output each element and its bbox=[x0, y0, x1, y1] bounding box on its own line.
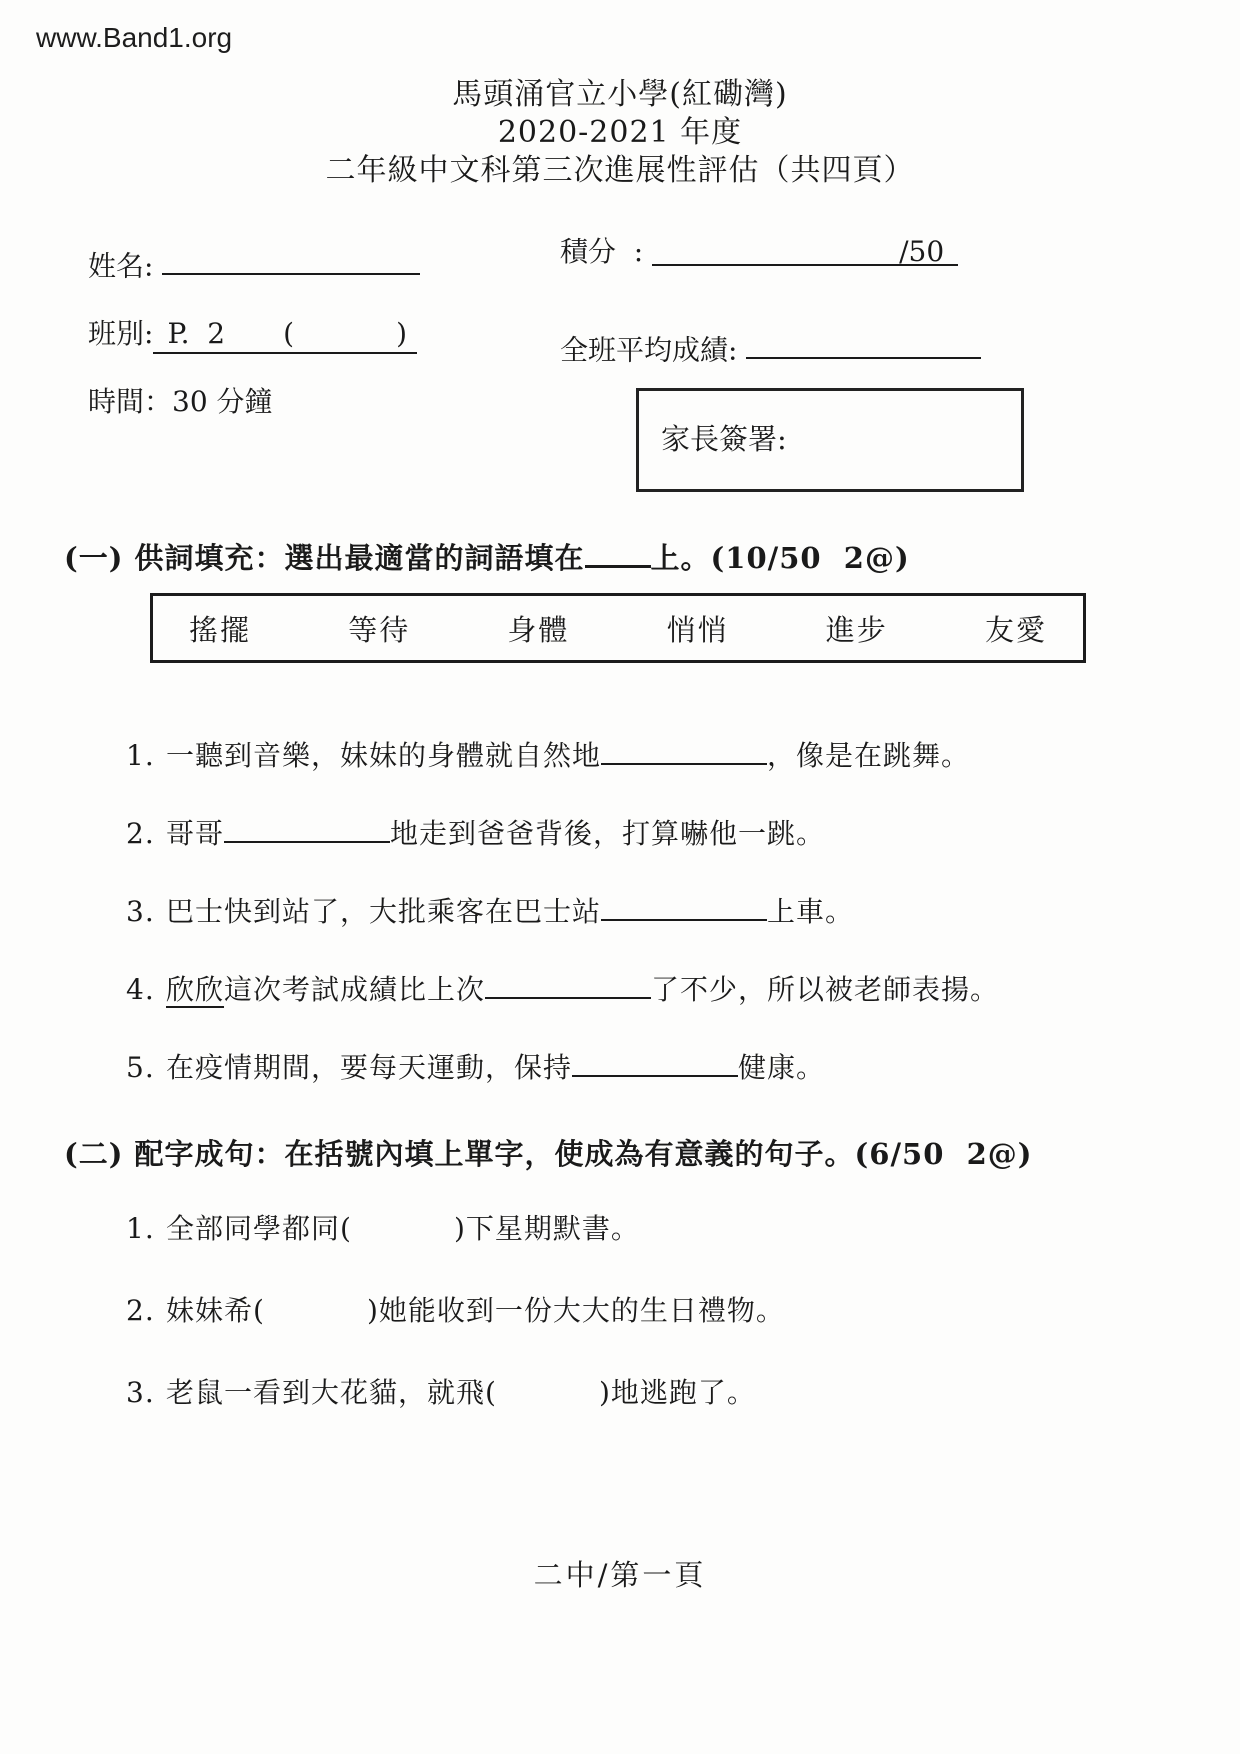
section1-heading-pre: (一) 供詞填充：選出最適當的詞語填在 bbox=[64, 541, 585, 576]
name-field-row bbox=[88, 244, 560, 284]
question-text-post: 了不少，所以被老師表揚。 bbox=[651, 973, 1000, 1007]
time-field-row bbox=[88, 380, 560, 420]
class-blank bbox=[153, 317, 417, 354]
info-left-column bbox=[88, 230, 560, 492]
question-number: 4. bbox=[126, 973, 155, 1007]
section1-heading-blank bbox=[585, 536, 651, 568]
question-item bbox=[126, 735, 1240, 776]
fill-blank bbox=[224, 813, 390, 843]
question-number: 2. bbox=[126, 817, 155, 851]
question-text-pre: 這次考試成績比上次 bbox=[224, 973, 486, 1007]
score-total: /50 bbox=[899, 235, 945, 268]
wordbank-word: 搖擺 bbox=[189, 612, 252, 647]
question-number: 5. bbox=[126, 1051, 155, 1085]
question-text-pre: 妹妹希( bbox=[166, 1294, 265, 1328]
question-item bbox=[126, 1209, 1240, 1249]
parent-signature-box bbox=[636, 388, 1024, 492]
question-item bbox=[126, 969, 1240, 1010]
question-number: 1. bbox=[126, 1212, 155, 1246]
watermark-url: www.Band1.org bbox=[36, 22, 233, 53]
wordbank-box bbox=[150, 593, 1086, 663]
info-section bbox=[0, 230, 1240, 492]
class-paren-close: ) bbox=[396, 317, 407, 351]
score-blank bbox=[652, 235, 958, 266]
fill-blank bbox=[601, 891, 767, 921]
fill-blank bbox=[485, 969, 651, 999]
question-number: 3. bbox=[126, 895, 155, 929]
question-text-post: )下星期默書。 bbox=[453, 1212, 640, 1246]
question-text-pre: 全部同學都同( bbox=[166, 1212, 352, 1246]
section2-heading-text: (二) 配字成句：在括號內填上單字，使成為有意義的句子。(6/50 2@) bbox=[64, 1137, 1033, 1172]
question-text-post: 地走到爸爸背後，打算嚇他一跳。 bbox=[390, 817, 826, 851]
time-label: 時間：30 分鐘 bbox=[88, 385, 273, 419]
question-text-pre: 老鼠一看到大花貓，就飛( bbox=[166, 1376, 497, 1410]
class-value: P. 2 bbox=[167, 317, 226, 351]
wordbank-word: 進步 bbox=[825, 612, 888, 647]
class-field-row bbox=[88, 312, 560, 354]
question-item bbox=[126, 1047, 1240, 1088]
question-text-pre: 在疫情期間，要每天運動，保持 bbox=[166, 1051, 573, 1085]
question-text-post: ，像是在跳舞。 bbox=[767, 739, 971, 773]
wordbank-word: 等待 bbox=[348, 612, 411, 647]
question-item bbox=[126, 813, 1240, 854]
average-label: 全班平均成績: bbox=[560, 333, 738, 367]
question-text-post: )地逃跑了。 bbox=[598, 1376, 756, 1410]
section2-heading bbox=[64, 1132, 1240, 1173]
name-blank bbox=[162, 244, 420, 275]
class-label: 班別: bbox=[88, 317, 154, 351]
question-number: 1. bbox=[126, 739, 155, 773]
question-text-post: )她能收到一份大大的生日禮物。 bbox=[366, 1294, 785, 1328]
exam-title: 二年級中文科第三次進展性評估（共四頁） bbox=[325, 153, 915, 188]
question-text-pre: 哥哥 bbox=[166, 817, 225, 851]
question-text-pre: 一聽到音樂，妹妹的身體就自然地 bbox=[166, 739, 602, 773]
question-number: 3. bbox=[126, 1376, 155, 1410]
average-field-row bbox=[560, 328, 1240, 368]
score-label: 積分 : bbox=[560, 235, 644, 268]
question-text-pre: 巴士快到站了，大批乘客在巴士站 bbox=[166, 895, 602, 929]
parent-signature-label: 家長簽署: bbox=[661, 422, 787, 457]
score-field-row bbox=[560, 230, 1240, 270]
fill-blank bbox=[572, 1047, 738, 1077]
wordbank-word: 身體 bbox=[507, 612, 570, 647]
footer-page-label: 二中/第一頁 bbox=[533, 1558, 707, 1593]
question-number: 2. bbox=[126, 1294, 155, 1328]
question-text-post: 上車。 bbox=[767, 895, 855, 929]
school-name: 馬頭涌官立小學(紅磡灣) bbox=[452, 77, 788, 112]
school-year: 2020-2021 年度 bbox=[497, 115, 743, 150]
wordbank-word: 悄悄 bbox=[666, 612, 729, 647]
fill-blank bbox=[601, 735, 767, 765]
class-paren-open: ( bbox=[283, 317, 295, 351]
info-right-column bbox=[560, 230, 1240, 492]
average-blank bbox=[746, 328, 981, 359]
underlined-name: 欣欣 bbox=[166, 973, 225, 1007]
question-text-post: 健康。 bbox=[738, 1051, 826, 1085]
question-item bbox=[126, 1291, 1240, 1331]
name-label: 姓名: bbox=[88, 249, 154, 283]
question-item bbox=[126, 1373, 1240, 1413]
question-item bbox=[126, 891, 1240, 932]
section1-heading-post: 上。(10/50 2@) bbox=[650, 541, 910, 576]
wordbank-word: 友愛 bbox=[984, 612, 1047, 647]
section1-heading bbox=[64, 536, 1240, 577]
